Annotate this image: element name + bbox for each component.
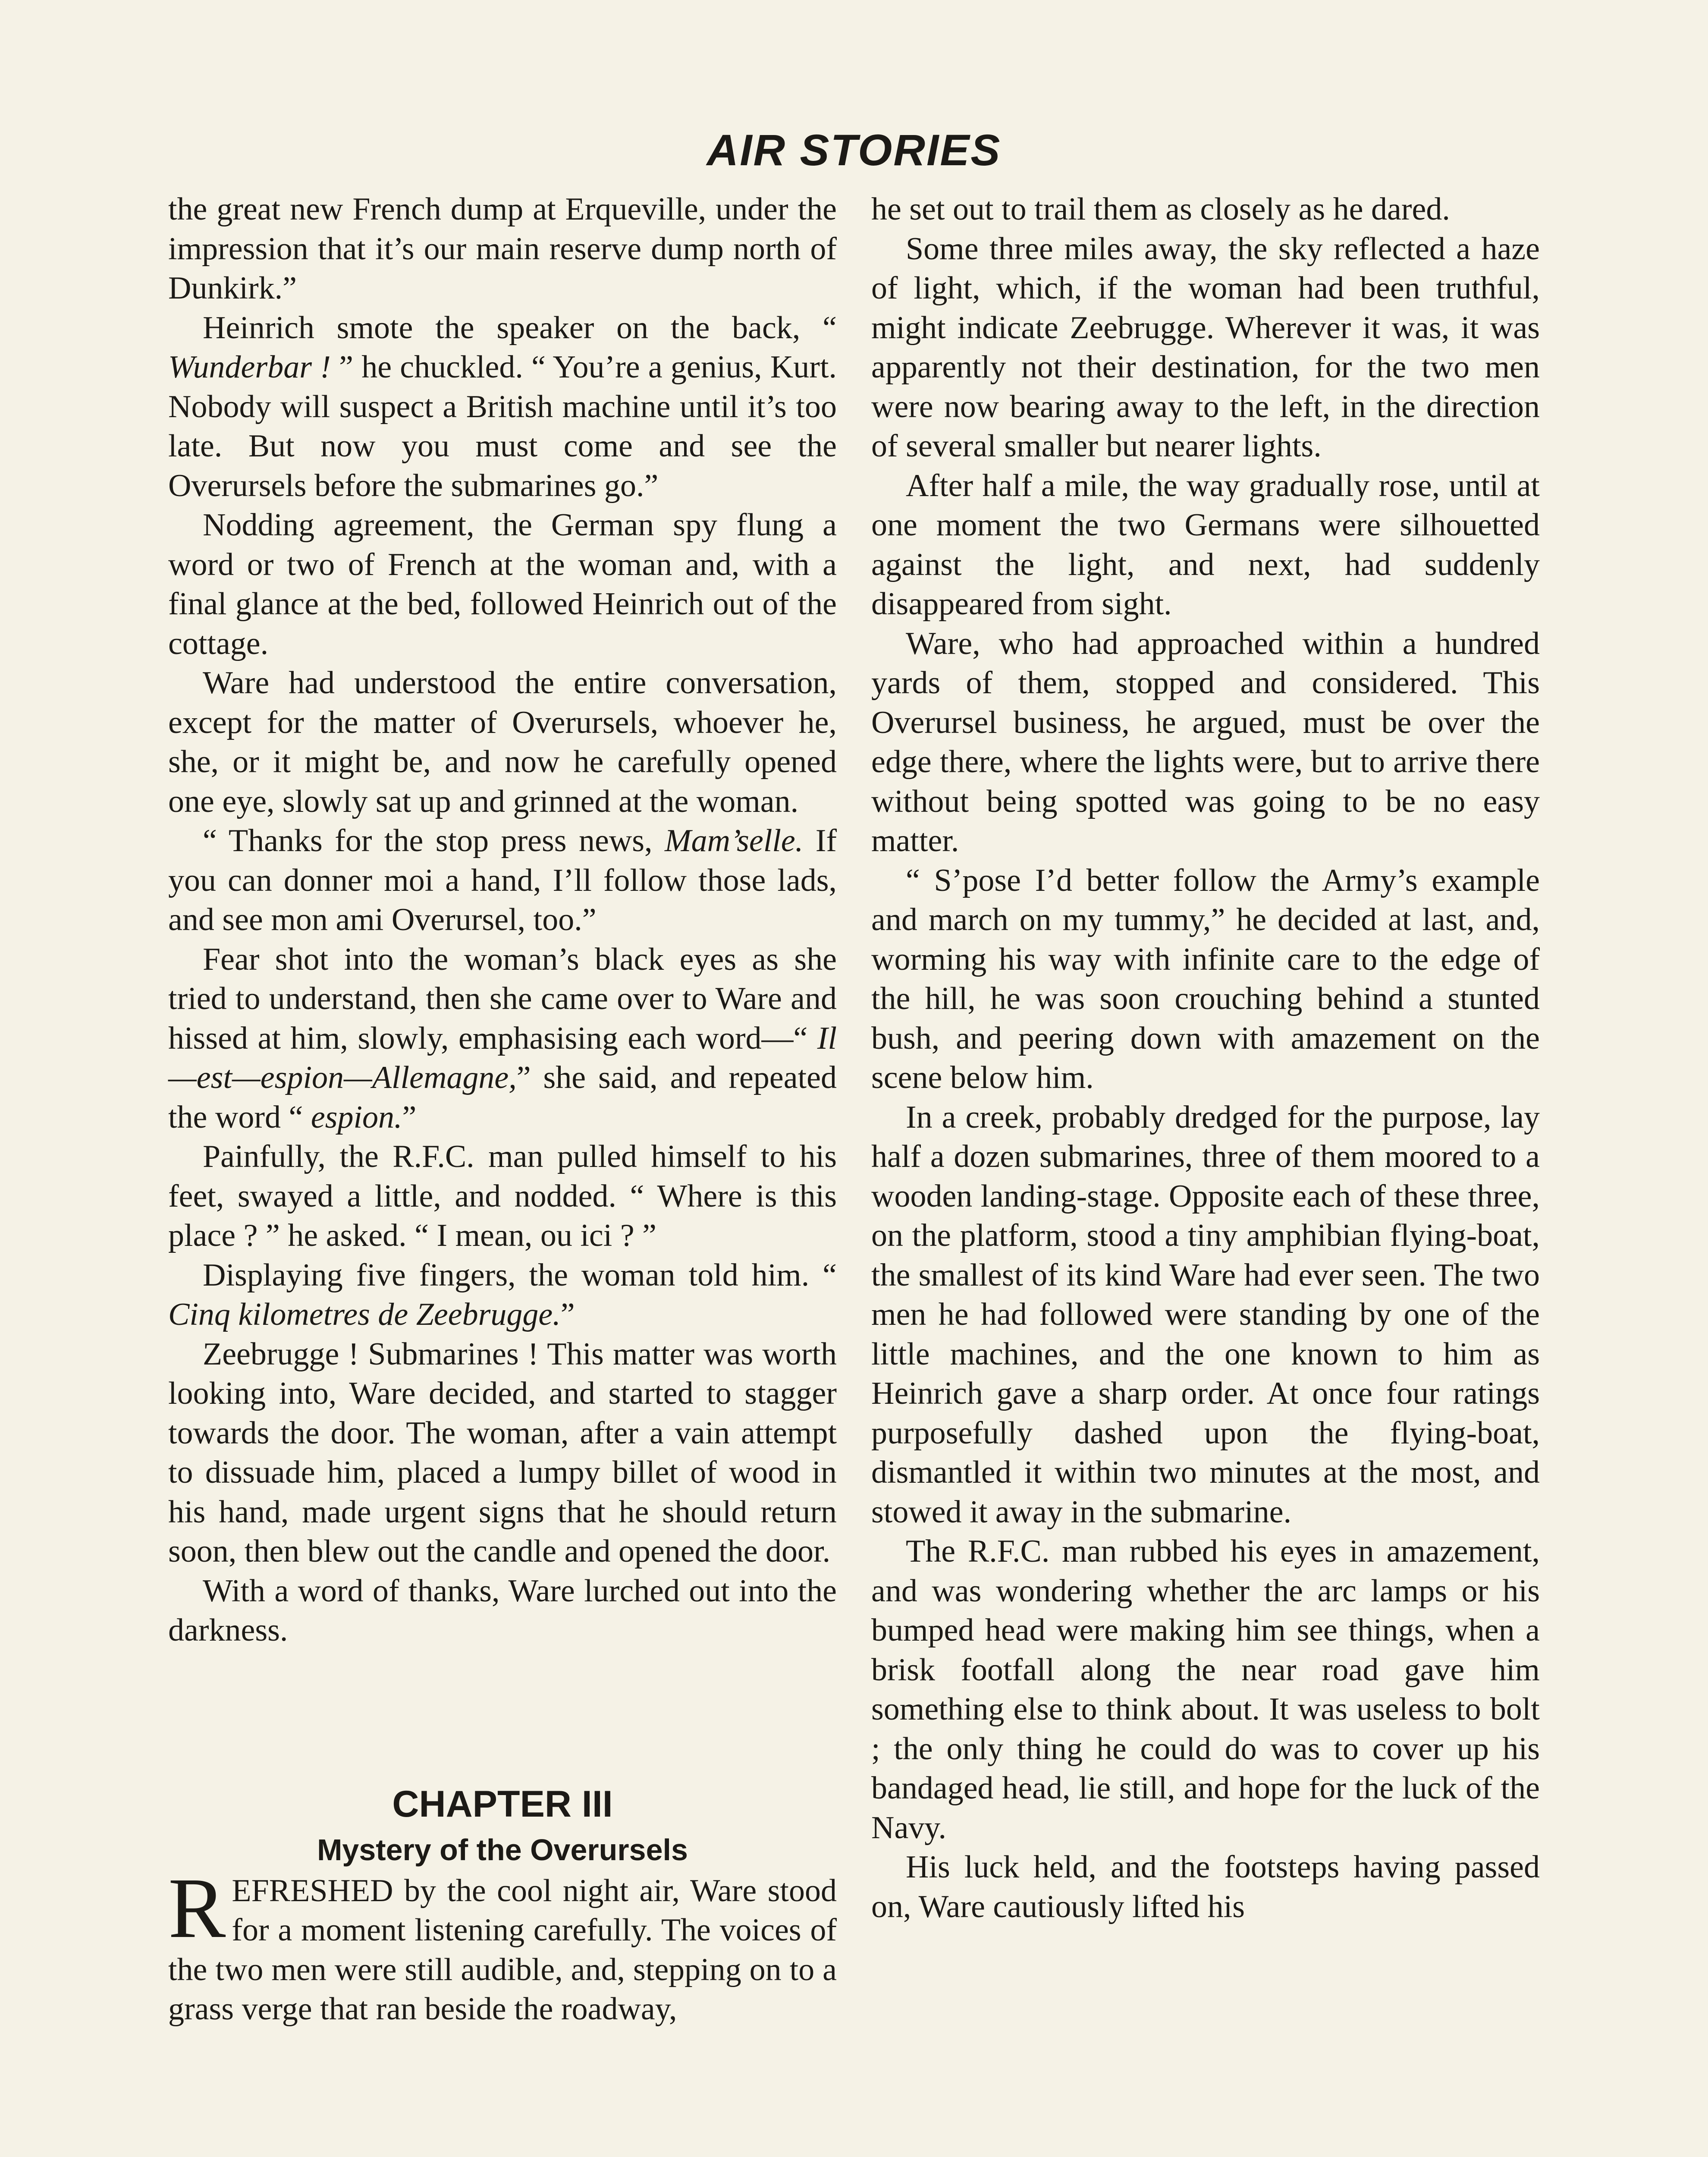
paragraph: Heinrich smote the speaker on the back, “ Wunderbar ! ” he chuckled. “ You’re a genius, Kurt. Nobody will suspect a British machine until it’s too late. But now you must come and see the Overursels before the submarines go.”	[168, 310, 837, 503]
chapter-title: CHAPTER III	[392, 1783, 613, 1825]
drop-cap: R	[168, 1860, 226, 1956]
opening-paragraph: REFRESHED by the cool night air, Ware stood for a moment listening carefully. The voices of the two men were still audible, and, stepping on to a grass verge that ran beside the roadway,	[168, 1860, 837, 2027]
chapter-heading	[168, 1780, 837, 1871]
paragraph: His luck held, and the footsteps having passed on, Ware cautiously lifted his	[871, 1849, 1540, 1924]
paragraph: After half a mile, the way gradually rose, until at one moment the two Germans were silhouetted against the light, and next, had suddenly disappeared from sight.	[871, 468, 1540, 622]
paragraph: Nodding agreement, the German spy flung a word or two of French at the woman and, with a final glance at the bed, followed Heinrich out of the cottage.	[168, 507, 837, 661]
right-column	[871, 190, 1540, 1927]
paragraph: Zeebrugge ! Submarines ! This matter was worth looking into, Ware decided, and started to stagger towards the door. The woman, after a vain attempt to dissuade him, placed a lumpy billet of wood in his hand, made urgent signs that he should return soon, then blew out the candle and opened the door.	[168, 1336, 837, 1569]
paragraph: Displaying five fingers, the woman told him. “ Cinq kilometres de Zeebrugge.”	[168, 1257, 837, 1332]
paragraph: In a creek, probably dredged for the purpose, lay half a dozen submarines, three of them moored to a wooden landing-stage. Opposite each of these three, on the platform, stood a tiny amphibian flying-boat, the smallest of its kind Ware had ever seen. The two men he had followed were standing by one of the little machines, and the one known to him as Heinrich gave a sharp order. At once four ratings purposefully dashed upon the flying-boat, dismantled it within two minutes at the most, and stowed it away in the submarine.	[871, 1099, 1540, 1530]
paragraph: he set out to trail them as closely as he dared.	[871, 192, 1450, 227]
chapter-subtitle: Mystery of the Overursels	[317, 1833, 688, 1867]
running-header: AIR STORIES	[706, 126, 1002, 175]
paragraph: With a word of thanks, Ware lurched out into the darkness.	[168, 1573, 837, 1648]
paragraph: “ Thanks for the stop press news, Mam’selle. If you can donner moi a hand, I’ll follow those lads, and see mon ami Overursel, too.”	[168, 823, 837, 937]
paragraph: the great new French dump at Erqueville, under the impression that it’s our main reserve dump north of Dunkirk.”	[168, 192, 837, 306]
paragraph: Ware had understood the entire conversation, except for the matter of Overursels, whoever he, she, or it might be, and now he carefully opened one eye, slowly sat up and grinned at the woman.	[168, 665, 837, 819]
paragraph: Painfully, the R.F.C. man pulled himself to his feet, swayed a little, and nodded. “ Where is this place ? ” he asked. “ I mean, ou ici ? ”	[168, 1139, 837, 1253]
paragraph: Fear shot into the woman’s black eyes as she tried to understand, then she came over to Ware and hissed at him, slowly, emphasising each word—“ Il—est—espion—Allemagne,” she said, and repeated the word “ espion.”	[168, 941, 837, 1135]
paragraph: Ware, who had approached within a hundred yards of them, stopped and considered. This Overursel business, he argued, must be over the edge there, where the lights were, but to arrive there without being spotted was going to be no easy matter.	[871, 626, 1540, 858]
paragraph: Some three miles away, the sky reflected a haze of light, which, if the woman had been truthful, might indicate Zeebrugge. Wherever it was, it was apparently not their destination, for the two men were now bearing away to the left, in the direction of several smaller but nearer lights.	[871, 231, 1540, 464]
paragraph: The R.F.C. man rubbed his eyes in amazement, and was wondering whether the arc lamps or his bumped head were making him see things, when a brisk footfall along the near road gave him something else to think about. It was useless to bolt ; the only thing he could do was to cover up his bandaged head, lie still, and hope for the luck of the Navy.	[871, 1534, 1540, 1846]
paragraph: “ S’pose I’d better follow the Army’s example and march on my tummy,” he decided at last, and, worming his way with infinite care to the edge of the hill, he was soon crouching behind a stunted bush, and peering down with amazement on the scene below him.	[871, 862, 1540, 1095]
left-column	[168, 190, 837, 2029]
